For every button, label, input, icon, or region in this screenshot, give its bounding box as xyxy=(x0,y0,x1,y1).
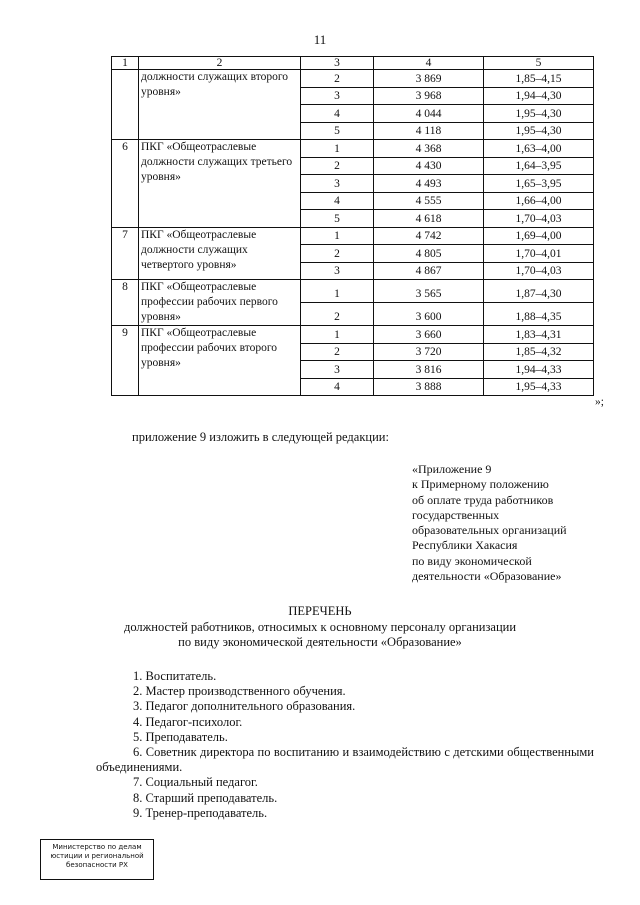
salary-cell: 4 742 xyxy=(374,227,484,245)
level-cell: 3 xyxy=(301,361,374,379)
salary-cell: 3 720 xyxy=(374,343,484,361)
coefficient-cell: 1,87–4,30 xyxy=(484,280,594,303)
level-cell: 4 xyxy=(301,378,374,396)
list-item: 2. Мастер производственного обучения. xyxy=(133,684,346,699)
appendix-line: деятельности «Образование» xyxy=(412,569,562,584)
coefficient-cell: 1,66–4,00 xyxy=(484,192,594,210)
table-row xyxy=(112,140,594,158)
salary-cell: 3 565 xyxy=(374,280,484,303)
salary-cell: 4 867 xyxy=(374,262,484,280)
salary-cell: 3 816 xyxy=(374,361,484,379)
coefficient-cell: 1,63–4,00 xyxy=(484,140,594,158)
group-name-cell: ПКГ «Общеотраслевые профессии рабочих второго уровня» xyxy=(139,326,301,396)
page-number: 11 xyxy=(313,32,327,47)
stamp-line: Министерство по делам xyxy=(52,843,142,851)
level-cell: 1 xyxy=(301,326,374,344)
appendix-line: Республики Хакасия xyxy=(412,538,518,553)
group-number-cell xyxy=(112,70,139,140)
salary-cell: 3 888 xyxy=(374,378,484,396)
coefficient-cell: 1,94–4,30 xyxy=(484,87,594,105)
salary-cell: 4 368 xyxy=(374,140,484,158)
header-cell: 4 xyxy=(374,57,484,70)
list-item: 3. Педагог дополнительного образования. xyxy=(133,699,356,714)
coefficient-cell: 1,70–4,03 xyxy=(484,262,594,280)
list-item: 7. Социальный педагог. xyxy=(133,775,258,790)
coefficient-cell: 1,88–4,35 xyxy=(484,303,594,326)
table-header-row xyxy=(112,57,594,70)
header-cell: 1 xyxy=(112,57,139,70)
list-subtitle xyxy=(0,620,640,650)
group-name-cell: ПКГ «Общеотраслевые должности служащих третьего уровня» xyxy=(139,140,301,228)
group-number-cell: 6 xyxy=(112,140,139,228)
salary-cell: 4 044 xyxy=(374,105,484,123)
coefficient-cell: 1,70–4,03 xyxy=(484,210,594,228)
group-name-cell: ПКГ «Общеотраслевые должности служащих четвертого уровня» xyxy=(139,227,301,280)
group-number-cell: 9 xyxy=(112,326,139,396)
level-cell: 1 xyxy=(301,140,374,158)
intro-text: приложение 9 изложить в следующей редакции: xyxy=(132,430,389,444)
level-cell: 2 xyxy=(301,245,374,263)
salary-cell: 4 430 xyxy=(374,157,484,175)
coefficient-cell: 1,95–4,30 xyxy=(484,105,594,123)
salary-cell: 4 118 xyxy=(374,122,484,140)
coefficient-cell: 1,95–4,33 xyxy=(484,378,594,396)
coefficient-cell: 1,83–4,31 xyxy=(484,326,594,344)
coefficient-cell: 1,85–4,15 xyxy=(484,70,594,88)
list-item: 8. Старший преподаватель. xyxy=(133,790,278,805)
group-number-cell: 8 xyxy=(112,280,139,326)
stamp-line: юстиции и региональной xyxy=(50,852,144,860)
table-row xyxy=(112,326,594,344)
coefficient-cell: 1,64–3,95 xyxy=(484,157,594,175)
list-subtitle-line: по виду экономической деятельности «Образование» xyxy=(178,635,462,649)
salary-cell: 3 660 xyxy=(374,326,484,344)
list-item: 6. Советник директора по воспитанию и взаимодействию с детскими общественными объединениями. xyxy=(96,745,594,775)
coefficient-cell: 1,70–4,01 xyxy=(484,245,594,263)
group-name-cell: ПКГ «Общеотраслевые профессии рабочих первого уровня» xyxy=(139,280,301,326)
table-row xyxy=(112,227,594,245)
appendix-line: образовательных организаций xyxy=(412,523,567,538)
group-name-cell: должности служащих второго уровня» xyxy=(139,70,301,140)
stamp-line: безопасности РХ xyxy=(66,861,128,869)
salary-cell: 3 968 xyxy=(374,87,484,105)
appendix-line: к Примерному положению xyxy=(412,477,549,492)
level-cell: 1 xyxy=(301,227,374,245)
appendix-line: об оплате труда работников xyxy=(412,492,554,507)
coefficient-cell: 1,95–4,30 xyxy=(484,122,594,140)
coefficient-cell: 1,85–4,32 xyxy=(484,343,594,361)
salary-cell: 3 600 xyxy=(374,303,484,326)
salary-cell: 4 618 xyxy=(374,210,484,228)
level-cell: 1 xyxy=(301,280,374,303)
salary-table xyxy=(111,56,594,396)
ministry-stamp xyxy=(40,839,154,880)
group-number-cell: 7 xyxy=(112,227,139,280)
level-cell: 4 xyxy=(301,192,374,210)
header-cell: 3 xyxy=(301,57,374,70)
list-item: 5. Преподаватель. xyxy=(133,729,228,744)
list-item: 4. Педагог-психолог. xyxy=(133,714,243,729)
header-cell: 5 xyxy=(484,57,594,70)
level-cell: 3 xyxy=(301,87,374,105)
salary-cell: 4 805 xyxy=(374,245,484,263)
appendix-line: по виду экономической xyxy=(412,553,532,568)
level-cell: 2 xyxy=(301,157,374,175)
salary-cell: 3 869 xyxy=(374,70,484,88)
salary-cell: 4 493 xyxy=(374,175,484,193)
list-item: 1. Воспитатель. xyxy=(133,669,217,683)
coefficient-cell: 1,69–4,00 xyxy=(484,227,594,245)
level-cell: 2 xyxy=(301,303,374,326)
list-subtitle-line: должностей работников, относимых к основному персоналу организации xyxy=(123,620,517,634)
coefficient-cell: 1,94–4,33 xyxy=(484,361,594,379)
table-body xyxy=(112,70,594,396)
list-item: 9. Тренер-преподаватель. xyxy=(133,805,268,820)
table-row xyxy=(112,280,594,303)
appendix-line: «Приложение 9 xyxy=(412,462,492,476)
level-cell: 2 xyxy=(301,70,374,88)
position-list xyxy=(96,669,594,821)
list-title: ПЕРЕЧЕНЬ xyxy=(288,604,352,618)
header-cell: 2 xyxy=(139,57,301,70)
coefficient-cell: 1,65–3,95 xyxy=(484,175,594,193)
level-cell: 4 xyxy=(301,105,374,123)
table-row xyxy=(112,70,594,88)
level-cell: 5 xyxy=(301,210,374,228)
table-end-mark: »; xyxy=(595,396,604,408)
level-cell: 3 xyxy=(301,175,374,193)
salary-cell: 4 555 xyxy=(374,192,484,210)
level-cell: 3 xyxy=(301,262,374,280)
level-cell: 5 xyxy=(301,122,374,140)
level-cell: 2 xyxy=(301,343,374,361)
appendix-header xyxy=(412,462,567,584)
appendix-line: государственных xyxy=(412,507,500,522)
